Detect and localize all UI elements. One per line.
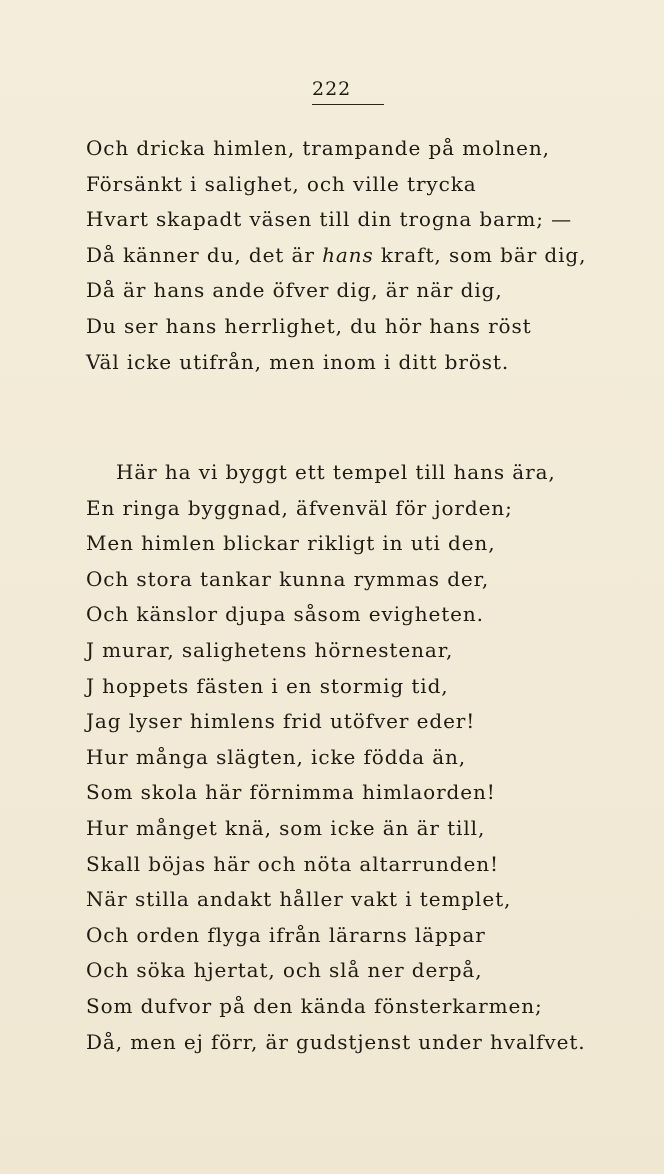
verse-line: Men himlen blickar rikligt in uti den, [86, 531, 496, 556]
verse-line: En ringa byggnad, äfvenväl för jorden; [86, 495, 513, 520]
stanza-2 [86, 455, 586, 1060]
stanza-1 [86, 131, 586, 380]
verse-line: J hoppets fästen i en stormig tid, [86, 673, 449, 698]
verse-line: J murar, salighetens hörnestenar, [86, 637, 454, 662]
verse-line: Och orden flyga ifrån lärarns läppar [86, 922, 486, 947]
verse-line: Och känslor djupa såsom evigheten. [86, 602, 484, 627]
verse-line: Som skola här förnimma himlaorden! [86, 780, 496, 805]
page-number: 222 [312, 78, 352, 100]
verse-line: Försänkt i salighet, och ville trycka [86, 171, 477, 196]
verse-line: Väl icke utifrån, men inom i ditt bröst. [86, 349, 510, 374]
verse-line: Då känner du, det är hans kraft, som bär dig, [86, 242, 587, 267]
verse-line: Och dricka himlen, trampande på molnen, [86, 136, 550, 160]
page-number-rule [312, 104, 384, 105]
emphasized-word: hans [322, 242, 374, 267]
verse-line: Då, men ej förr, är gudstjenst under hvalfvet. [86, 1029, 586, 1054]
verse-line: Här ha vi byggt ett tempel till hans ära, [116, 460, 556, 484]
verse-line: Hur många slägten, icke födda än, [86, 744, 467, 769]
verse-line: Som dufvor på den kända fönsterkarmen; [86, 993, 543, 1018]
verse-line: Hur månget knä, som icke än är till, [86, 815, 486, 840]
verse-line: Och söka hjertat, och slå ner derpå, [86, 958, 483, 983]
verse-line: Du ser hans herrlighet, du hör hans röst [86, 313, 532, 338]
verse-line: Hvart skapadt väsen till din trogna barm; — [86, 207, 573, 232]
verse-line: Och stora tankar kunna rymmas der, [86, 566, 490, 591]
verse-line: Skall böjas här och nöta altarrunden! [86, 851, 499, 876]
verse-line: När stilla andakt håller vakt i templet, [86, 887, 512, 912]
verse-line: Då är hans ande öfver dig, är när dig, [86, 278, 503, 303]
verse-line: Jag lyser himlens frid utöfver eder! [86, 709, 476, 734]
